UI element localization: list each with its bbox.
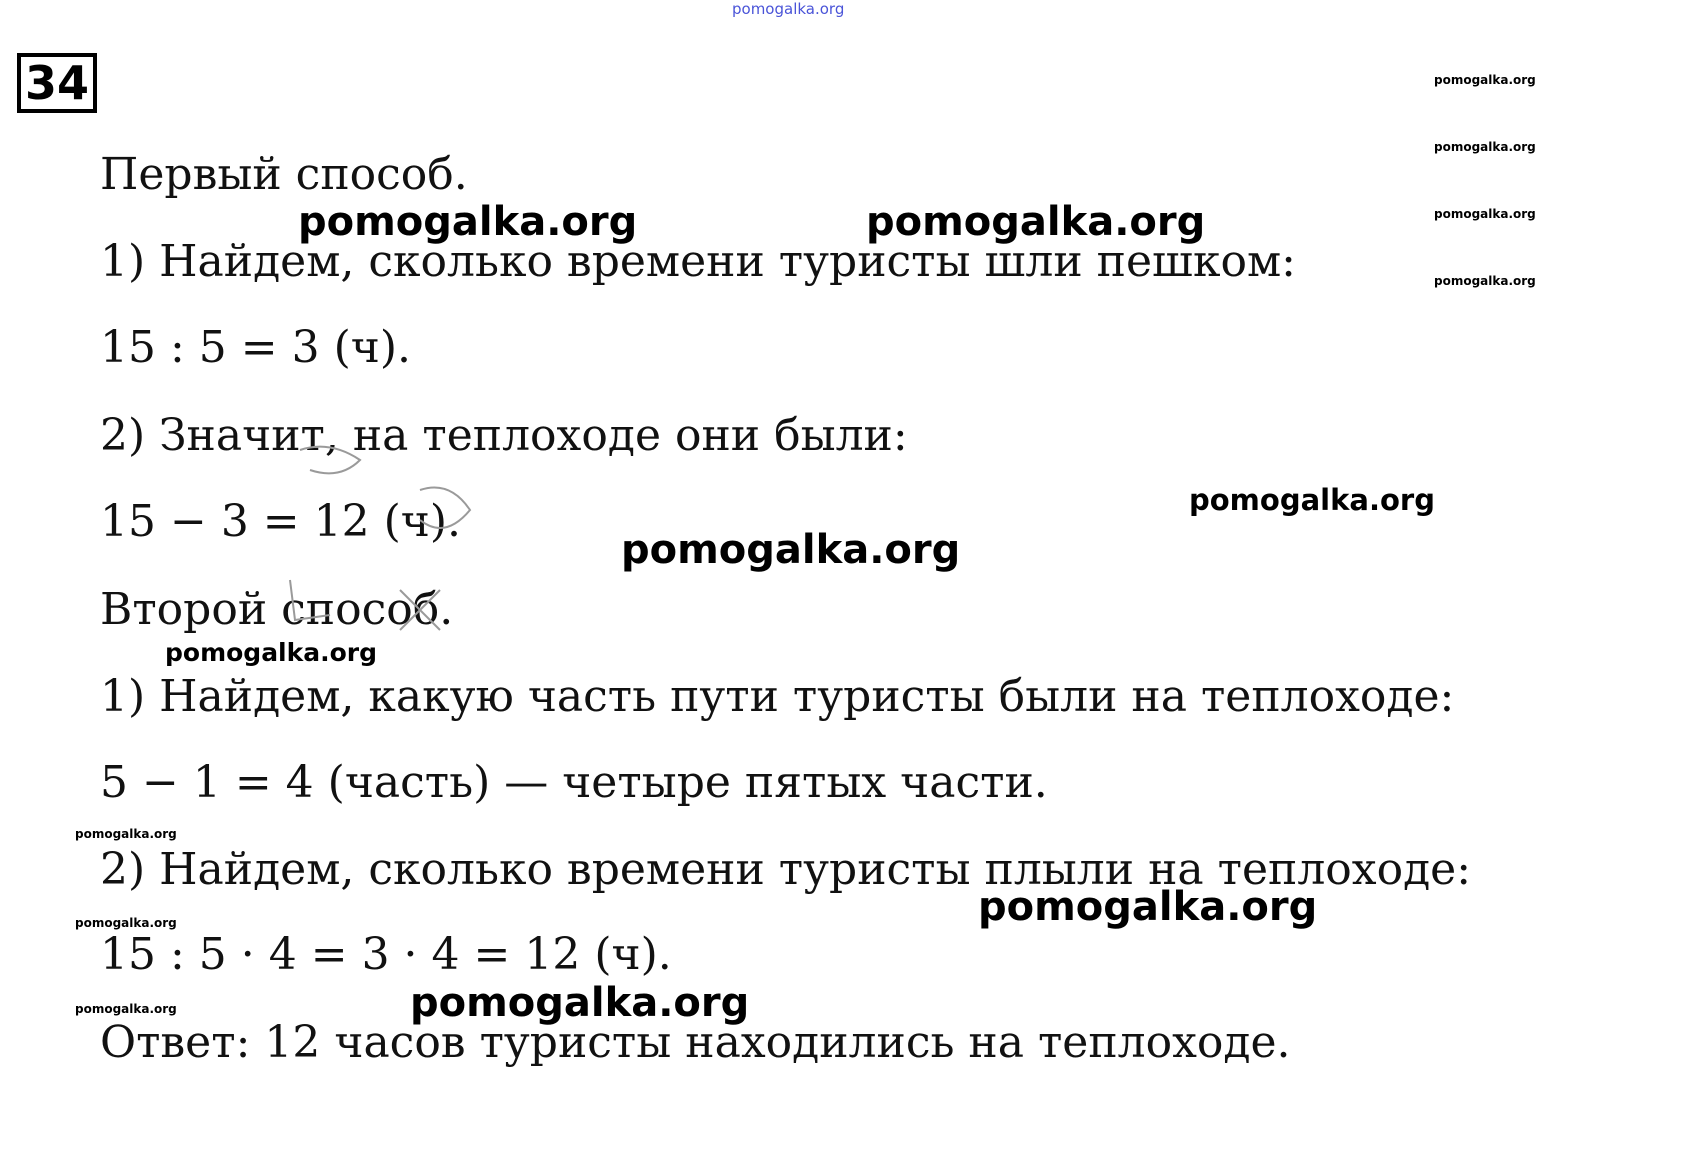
scribble-mark [270, 440, 570, 640]
method2-calc2: 15 : 5 · 4 = 3 · 4 = 12 (ч). [100, 929, 672, 980]
method2-step1: 1) Найдем, какую часть пути туристы были на теплоходе: [100, 671, 1455, 722]
watermark: pomogalka.org [298, 199, 638, 245]
watermark: pomogalka.org [978, 884, 1318, 930]
method1-title: Первый способ. [100, 149, 468, 200]
method1-calc2: 15 − 3 = 12 (ч). [100, 496, 462, 547]
watermark: pomogalka.org [866, 199, 1206, 245]
method1-step1: 1) Найдем, сколько времени туристы шли пешком: [100, 236, 1296, 287]
method2-title: Второй способ. [100, 584, 454, 635]
watermark: pomogalka.org [1434, 207, 1536, 221]
watermark: pomogalka.org [165, 638, 378, 667]
watermark: pomogalka.org [621, 527, 961, 573]
watermark: pomogalka.org [1189, 483, 1435, 517]
watermark: pomogalka.org [410, 980, 750, 1026]
watermark: pomogalka.org [75, 1002, 177, 1016]
method2-step2: 2) Найдем, сколько времени туристы плыли на теплоходе: [100, 844, 1472, 895]
watermark: pomogalka.org [1434, 140, 1536, 154]
watermark-top[interactable]: pomogalka.org [732, 0, 845, 18]
watermark: pomogalka.org [75, 916, 177, 930]
method2-calc1: 5 − 1 = 4 (часть) — четыре пятых части. [100, 757, 1048, 808]
watermark: pomogalka.org [75, 827, 177, 841]
task-number-box: 34 [17, 53, 97, 113]
watermark: pomogalka.org [1434, 73, 1536, 87]
watermark: pomogalka.org [1434, 274, 1536, 288]
method1-calc1: 15 : 5 = 3 (ч). [100, 322, 412, 373]
method1-step2: 2) Значит, на теплоходе они были: [100, 410, 908, 461]
answer-line: Ответ: 12 часов туристы находились на теплоходе. [100, 1017, 1291, 1068]
